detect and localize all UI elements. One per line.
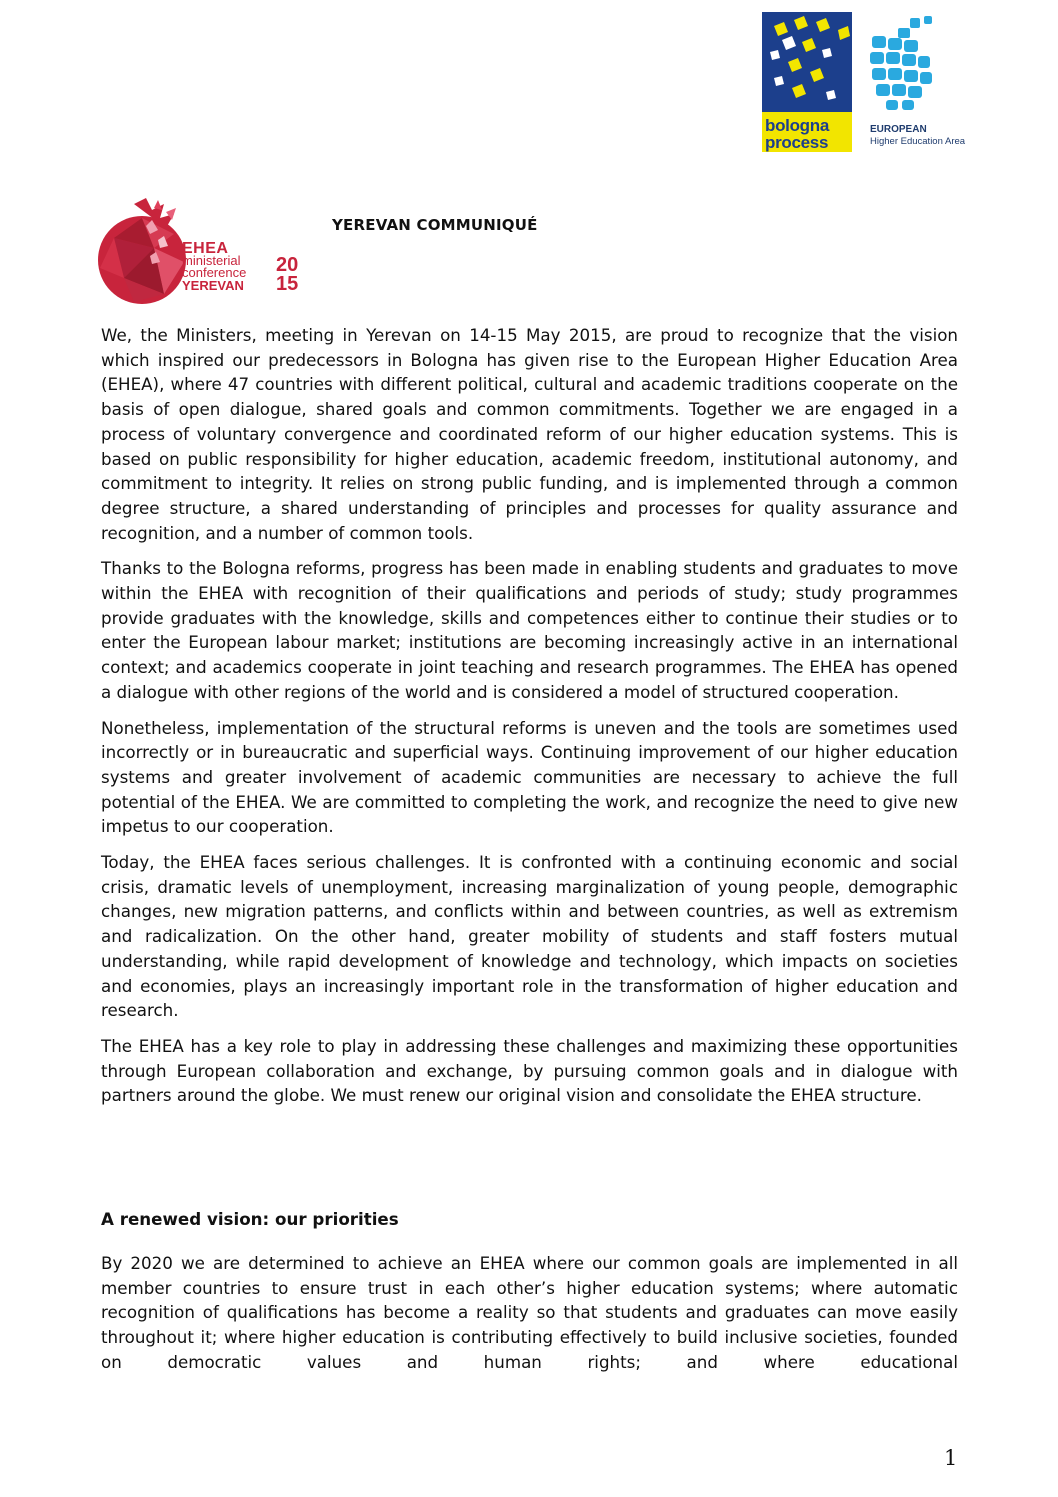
bologna-stars-icon (762, 12, 852, 112)
paragraph-1: We, the Ministers, meeting in Yerevan on 14-15 May 2015, are proud to recognize that the vision which inspired our predecessors in Bologna has given rise to the European Higher Education Area (EHEA), where 47 countries with different political, cultural and academic traditions cooperate on the basis of open dialogue, shared goals and common commitments. Together we are engaged in a process of voluntary convergence and coordinated reform of our higher education systems. This is based on public responsibility for higher education, academic freedom, institutional autonomy, and commitment to integrity. It relies on strong public funding, and is implemented through a common degree structure, a shared understanding of principles and processes for quality assurance and recognition, and a number of common tools. (101, 325, 958, 543)
process-word: process (765, 133, 829, 152)
paragraph-5: The EHEA has a key role to play in addressing these challenges and maximizing these opportunities through European collaboration and exchange, by pursuing common goals and in dialogue with partners around the globe. We must renew our original vision and consolidate the EHEA structure. (101, 1035, 958, 1106)
header-logos (762, 12, 1012, 154)
conference-city: YEREVAN (182, 278, 244, 293)
page-number: 1 (944, 1446, 958, 1470)
ehea-wordmark (870, 124, 965, 148)
document-body (101, 323, 958, 1119)
section-body (101, 1251, 958, 1375)
conference-wordmark (182, 242, 246, 292)
ehea-european-word: EUROPEAN (870, 124, 927, 135)
pomegranate-icon (94, 198, 194, 310)
conference-conference-word: conference (182, 265, 247, 280)
conference-ministerial-word: ministerial (182, 253, 241, 268)
ehea-subtitle: Higher Education Area (870, 136, 966, 147)
section-heading: A renewed vision: our priorities (101, 1209, 399, 1229)
paragraph-3: Nonetheless, implementation of the structural reforms is uneven and the tools are sometimes used incorrectly or in bureaucratic and superficial ways. Continuing improvement of our higher education systems and greater involvement of academic communities are necessary to achieve the full potential of the EHEA. We are committed to completing the work, and recognize the need to give new impetus to our cooperation. (101, 717, 958, 837)
document-title: YEREVAN COMMUNIQUÉ (332, 216, 538, 234)
ehea-logo (868, 14, 1008, 154)
conference-year-bottom: 15 (276, 273, 299, 295)
conference-ehea-word: EHEA (182, 240, 229, 257)
conference-year-top: 20 (276, 254, 299, 276)
bologna-process-logo (762, 12, 852, 152)
bologna-word: bologna (765, 116, 829, 135)
bologna-process-wordmark (765, 117, 829, 151)
paragraph-4: Today, the EHEA faces serious challenges. It is confronted with a continuing economic and social crisis, dramatic levels of unemployment, increasing marginalization of young people, demographic changes, new migration patterns, and conflicts within and between countries, as well as extremism and radicalization. On the other hand, greater mobility of students and staff fosters mutual understanding, while rapid development of knowledge and technology, which impacts on societies and economies, plays an increasingly important role in the transformation of higher education and research. (101, 852, 958, 1021)
conference-year (276, 256, 298, 294)
section-paragraph: By 2020 we are determined to achieve an EHEA where our common goals are implemented in all member countries to ensure trust in each other’s higher education systems; where automatic recognition of qualifications has become a reality so that students and graduates can move easily throughout it; where higher education is contributing effectively to build inclusive societies, founded on democratic values and human rights; and where educational (101, 1253, 958, 1372)
ehea-puzzle-icon (868, 14, 948, 114)
paragraph-2: Thanks to the Bologna reforms, progress has been made in enabling students and graduates to move within the EHEA with recognition of their qualifications and periods of study; study programmes provide graduates with the knowledge, skills and competences either to continue their studies or to enter the European labour market; institutions are becoming increasingly active in an international context; and academics cooperate in joint teaching and research programmes. The EHEA has opened a dialogue with other regions of the world and is considered a model of structured cooperation. (101, 558, 958, 702)
ehea-conference-logo (94, 198, 312, 310)
